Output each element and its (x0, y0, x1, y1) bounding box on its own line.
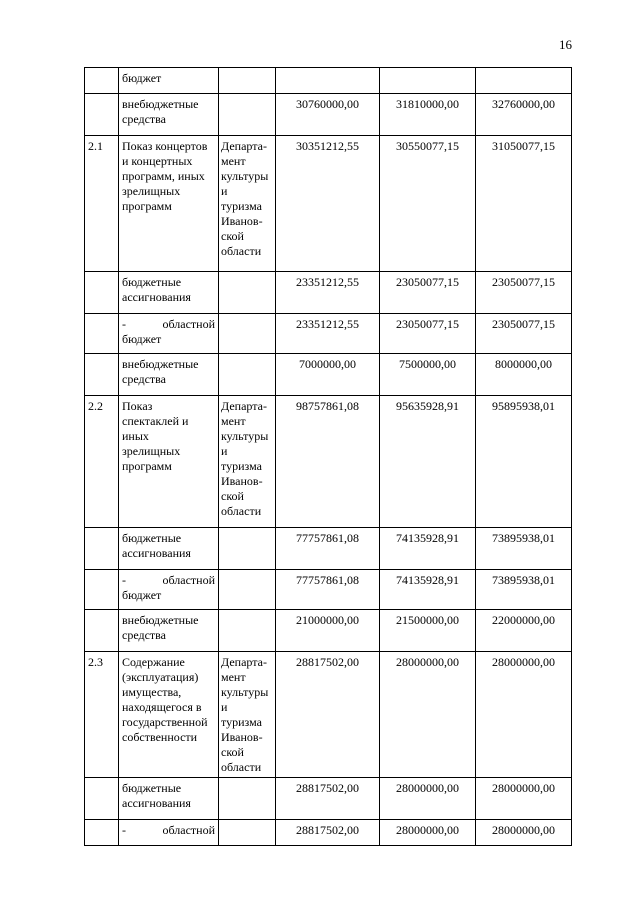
table-row (85, 314, 572, 354)
amount-year-2-cell: 28000000,00 (380, 820, 476, 846)
table-row (85, 652, 572, 778)
amount-year-3-cell: 23050077,15 (476, 272, 572, 314)
budget-level-continuation: бюджет (122, 588, 162, 602)
responsible-department-cell (219, 610, 276, 652)
table-row (85, 610, 572, 652)
table-row (85, 570, 572, 610)
amount-year-1-cell: 77757861,08 (276, 570, 380, 610)
responsible-department-cell (219, 778, 276, 820)
amount-year-3-cell: 8000000,00 (476, 354, 572, 396)
amount-year-3-cell (476, 68, 572, 94)
budget-level-continuation: бюджет (122, 332, 162, 346)
responsible-department-cell (219, 68, 276, 94)
budget-table (84, 67, 572, 846)
amount-year-3-cell: 32760000,00 (476, 94, 572, 136)
amount-year-1-cell: 7000000,00 (276, 354, 380, 396)
amount-year-2-cell: 31810000,00 (380, 94, 476, 136)
item-name-cell: внебюджетные средства (119, 610, 219, 652)
amount-year-1-cell: 23351212,55 (276, 314, 380, 354)
item-number-cell (85, 570, 119, 610)
amount-year-2-cell: 21500000,00 (380, 610, 476, 652)
table-row (85, 396, 572, 528)
item-number-cell: 2.1 (85, 136, 119, 272)
budget-level-label: областной (162, 317, 215, 331)
amount-year-3-cell: 95895938,01 (476, 396, 572, 528)
amount-year-3-cell: 28000000,00 (476, 652, 572, 778)
responsible-department-cell (219, 94, 276, 136)
responsible-department-cell: Департа- мент культуры и туризма Иванов- ской области (219, 136, 276, 272)
responsible-department-cell (219, 570, 276, 610)
item-name-cell: бюджетные ассигнования (119, 528, 219, 570)
table-row (85, 136, 572, 272)
amount-year-2-cell: 28000000,00 (380, 652, 476, 778)
amount-year-1-cell: 21000000,00 (276, 610, 380, 652)
item-number-cell (85, 272, 119, 314)
item-number-cell: 2.3 (85, 652, 119, 778)
responsible-department-cell (219, 820, 276, 846)
table-row (85, 528, 572, 570)
amount-year-3-cell: 22000000,00 (476, 610, 572, 652)
table-row (85, 272, 572, 314)
amount-year-3-cell: 31050077,15 (476, 136, 572, 272)
amount-year-2-cell: 23050077,15 (380, 314, 476, 354)
amount-year-2-cell: 30550077,15 (380, 136, 476, 272)
dash-marker: - (122, 317, 126, 331)
amount-year-1-cell: 28817502,00 (276, 778, 380, 820)
responsible-department-cell (219, 354, 276, 396)
table-body (85, 68, 572, 846)
amount-year-1-cell: 23351212,55 (276, 272, 380, 314)
page-number: 16 (559, 37, 572, 52)
amount-year-2-cell: 74135928,91 (380, 570, 476, 610)
dash-marker: - (122, 823, 126, 837)
amount-year-2-cell (380, 68, 476, 94)
item-number-cell (85, 94, 119, 136)
item-name-cell: бюджетные ассигнования (119, 778, 219, 820)
item-number-cell (85, 314, 119, 354)
amount-year-3-cell: 23050077,15 (476, 314, 572, 354)
amount-year-3-cell: 73895938,01 (476, 528, 572, 570)
table-row (85, 68, 572, 94)
item-name-cell (119, 820, 219, 846)
table-row (85, 820, 572, 846)
budget-level-label: областной (162, 573, 215, 587)
item-name-cell: бюджетные ассигнования (119, 272, 219, 314)
responsible-department-cell: Департа- мент культуры и туризма Иванов- ской области (219, 652, 276, 778)
amount-year-2-cell: 74135928,91 (380, 528, 476, 570)
responsible-department-cell: Департа- мент культуры и туризма Иванов- ской области (219, 396, 276, 528)
responsible-department-cell (219, 528, 276, 570)
item-number-cell: 2.2 (85, 396, 119, 528)
item-number-cell (85, 820, 119, 846)
amount-year-1-cell: 28817502,00 (276, 820, 380, 846)
item-name-cell: Содержание (эксплуатация) имущества, находящегося в государственной собственности (119, 652, 219, 778)
item-name-cell (119, 570, 219, 610)
item-name-cell (119, 314, 219, 354)
amount-year-1-cell: 28817502,00 (276, 652, 380, 778)
amount-year-2-cell: 7500000,00 (380, 354, 476, 396)
item-number-cell (85, 610, 119, 652)
amount-year-3-cell: 73895938,01 (476, 570, 572, 610)
amount-year-1-cell: 77757861,08 (276, 528, 380, 570)
item-number-cell (85, 528, 119, 570)
table-row (85, 94, 572, 136)
amount-year-2-cell: 28000000,00 (380, 778, 476, 820)
amount-year-2-cell: 95635928,91 (380, 396, 476, 528)
item-name-cell: Показ концертов и концертных программ, иных зрелищных программ (119, 136, 219, 272)
amount-year-1-cell: 30351212,55 (276, 136, 380, 272)
amount-year-1-cell: 30760000,00 (276, 94, 380, 136)
table-row (85, 778, 572, 820)
amount-year-3-cell: 28000000,00 (476, 778, 572, 820)
item-name-cell: бюджет (119, 68, 219, 94)
item-number-cell (85, 68, 119, 94)
dash-marker: - (122, 573, 126, 587)
budget-level-label: областной (162, 823, 215, 837)
responsible-department-cell (219, 314, 276, 354)
amount-year-2-cell: 23050077,15 (380, 272, 476, 314)
table-row (85, 354, 572, 396)
amount-year-3-cell: 28000000,00 (476, 820, 572, 846)
responsible-department-cell (219, 272, 276, 314)
item-name-cell: внебюджетные средства (119, 354, 219, 396)
item-number-cell (85, 354, 119, 396)
amount-year-1-cell (276, 68, 380, 94)
item-name-cell: внебюджетные средства (119, 94, 219, 136)
amount-year-1-cell: 98757861,08 (276, 396, 380, 528)
item-number-cell (85, 778, 119, 820)
item-name-cell: Показ спектаклей и иных зрелищных программ (119, 396, 219, 528)
